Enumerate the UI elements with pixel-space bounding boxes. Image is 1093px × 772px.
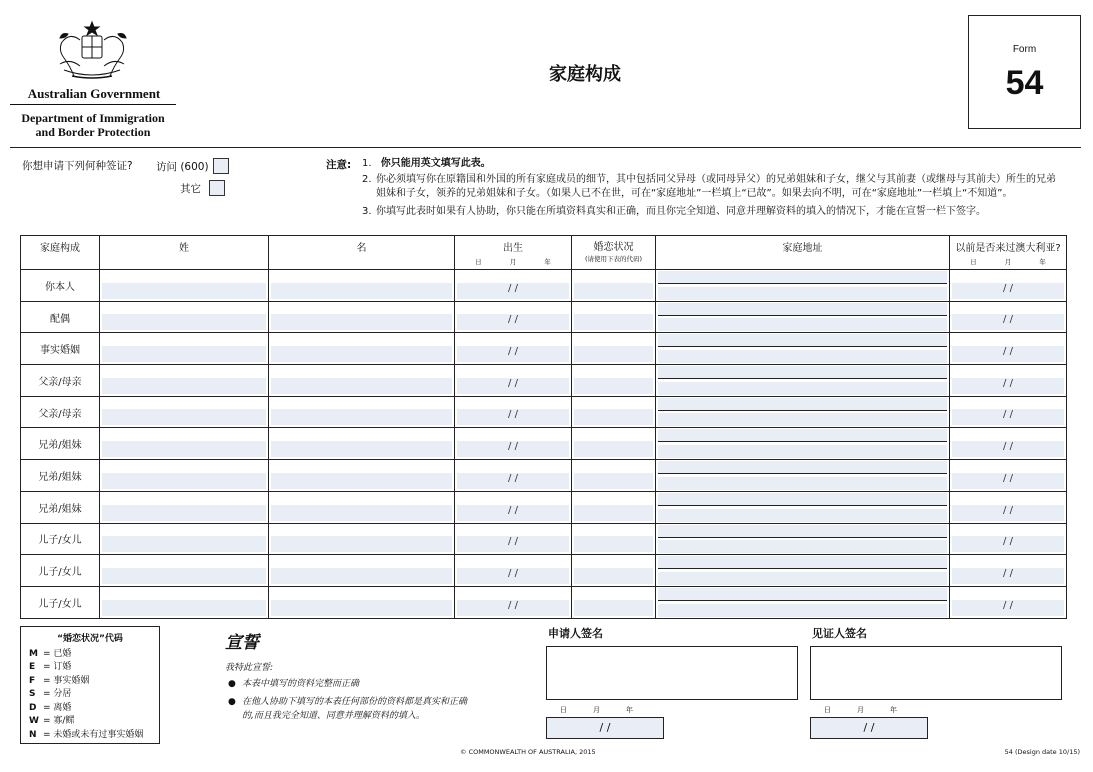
- address-line-1-input[interactable]: [658, 556, 947, 569]
- member-label: 儿子/女儿: [21, 523, 100, 555]
- visited-date-input[interactable]: / /: [952, 441, 1064, 457]
- code-row: [29, 729, 151, 743]
- year-label: 年: [1039, 258, 1046, 266]
- marital-cell: [572, 301, 656, 333]
- member-label: 事实婚姻: [21, 333, 100, 365]
- address-line-2-input[interactable]: [658, 350, 947, 363]
- marital-status-input[interactable]: [574, 441, 653, 457]
- birth-cell: [455, 491, 572, 523]
- declaration-item: [228, 695, 468, 723]
- birth-cell: [455, 301, 572, 333]
- address-line-1-input[interactable]: [658, 461, 947, 474]
- given-name-cell: [269, 270, 455, 302]
- code-label: = 事实婚姻: [43, 675, 90, 686]
- table-row: [21, 301, 1067, 333]
- witness-signature-label: 见证人签名: [812, 627, 867, 640]
- visa-option-visit: [156, 158, 229, 174]
- note-number: 3.: [362, 206, 372, 217]
- marital-status-input[interactable]: [574, 568, 653, 584]
- address-cell: [656, 586, 950, 618]
- given-name-cell: [269, 491, 455, 523]
- code-row: [29, 661, 151, 675]
- marital-status-input[interactable]: [574, 473, 653, 489]
- birth-cell: [455, 523, 572, 555]
- birth-cell: [455, 428, 572, 460]
- address-line-2-input[interactable]: [658, 318, 947, 331]
- birth-date-input[interactable]: / /: [457, 536, 569, 552]
- table-row: [21, 586, 1067, 618]
- surname-input[interactable]: [102, 568, 266, 584]
- month-label: 月: [857, 706, 864, 714]
- applicant-signature-label: 申请人签名: [548, 627, 603, 640]
- birth-date-input[interactable]: / /: [457, 473, 569, 489]
- member-label: 父亲/母亲: [21, 396, 100, 428]
- month-label: 月: [593, 706, 600, 714]
- day-label: 日: [824, 706, 831, 714]
- given-name-input[interactable]: [271, 600, 452, 616]
- visited-cell: [950, 460, 1067, 492]
- given-name-input[interactable]: [271, 378, 452, 394]
- member-label: 儿子/女儿: [21, 555, 100, 587]
- marital-cell: [572, 523, 656, 555]
- surname-input[interactable]: [102, 536, 266, 552]
- birth-cell: [455, 365, 572, 397]
- applicant-date-labels: [560, 705, 633, 715]
- surname-input[interactable]: [102, 346, 266, 362]
- surname-cell: [100, 270, 269, 302]
- birth-date-input[interactable]: / /: [457, 600, 569, 616]
- address-line-2-input[interactable]: [658, 477, 947, 490]
- visited-cell: [950, 523, 1067, 555]
- birth-date-input[interactable]: / /: [457, 314, 569, 330]
- given-name-cell: [269, 555, 455, 587]
- birth-date-input[interactable]: / /: [457, 505, 569, 521]
- code-row: [29, 702, 151, 716]
- declaration-item: [228, 677, 468, 691]
- visited-date-input[interactable]: / /: [952, 505, 1064, 521]
- surname-cell: [100, 396, 269, 428]
- note-item-1: [362, 157, 1062, 171]
- code-letter: N: [29, 729, 37, 740]
- copyright-notice: © COMMONWEALTH OF AUSTRALIA, 2015: [460, 748, 596, 756]
- table-row: [21, 523, 1067, 555]
- birth-cell: [455, 270, 572, 302]
- table-header-row: [21, 236, 1067, 270]
- note-item-2: [362, 173, 1062, 201]
- witness-date-labels: [824, 705, 897, 715]
- month-label: 月: [509, 258, 517, 266]
- address-line-1-input[interactable]: [658, 493, 947, 506]
- surname-cell: [100, 460, 269, 492]
- visited-date-input[interactable]: / /: [952, 568, 1064, 584]
- surname-cell: [100, 555, 269, 587]
- note-text: 你必须填写你在原籍国和外国的所有家庭成员的细节，其中包括同父异母（或同母异父）的兄弟姐妹和子女，继父与其前妻（或继母与其前夫）所生的兄弟姐妹和子女，领养的兄弟姐妹和子女。（如果人已不在世，可在“家庭地址”一栏填上“已故”。如果去向不明，可在“家庭地址”一栏填上“不知道”。: [376, 174, 1056, 199]
- surname-cell: [100, 301, 269, 333]
- note-number: 2.: [362, 174, 372, 185]
- visited-date-input[interactable]: / /: [952, 473, 1064, 489]
- header-marital-label: 婚恋状况: [593, 242, 634, 253]
- visited-cell: [950, 555, 1067, 587]
- visa-visit-checkbox[interactable]: [213, 158, 229, 174]
- marital-status-input[interactable]: [574, 283, 653, 299]
- marital-status-input[interactable]: [574, 409, 653, 425]
- year-label: 年: [626, 706, 633, 714]
- table-row: [21, 555, 1067, 587]
- address-line-1-input[interactable]: [658, 588, 947, 601]
- header-marital: [572, 236, 656, 270]
- address-line-2-input[interactable]: [658, 287, 947, 300]
- applicant-signature-field[interactable]: [546, 646, 798, 700]
- note-number: 1.: [362, 158, 372, 169]
- form-label: Form: [1012, 44, 1037, 55]
- surname-cell: [100, 333, 269, 365]
- birth-date-input[interactable]: / /: [457, 568, 569, 584]
- surname-cell: [100, 428, 269, 460]
- visited-date-subheader: [950, 257, 1066, 266]
- birth-date-input[interactable]: / /: [457, 346, 569, 362]
- table-row: [21, 270, 1067, 302]
- given-name-input[interactable]: [271, 409, 452, 425]
- marital-codes-box: [20, 626, 160, 744]
- address-line-2-input[interactable]: [658, 509, 947, 522]
- given-name-input[interactable]: [271, 473, 452, 489]
- visited-date-input[interactable]: / /: [952, 314, 1064, 330]
- marital-status-input[interactable]: [574, 378, 653, 394]
- declaration-intro: 我特此宣誓:: [225, 663, 274, 673]
- birth-date-input[interactable]: / /: [457, 283, 569, 299]
- address-line-2-input[interactable]: [658, 540, 947, 553]
- given-name-input[interactable]: [271, 441, 452, 457]
- given-name-cell: [269, 301, 455, 333]
- family-composition-table: [20, 235, 1067, 619]
- address-cell: [656, 460, 950, 492]
- code-label: = 订婚: [43, 662, 72, 672]
- address-cell: [656, 365, 950, 397]
- surname-cell: [100, 365, 269, 397]
- marital-status-input[interactable]: [574, 314, 653, 330]
- address-line-1-input[interactable]: [658, 525, 947, 538]
- marital-cell: [572, 428, 656, 460]
- code-label: = 分居: [43, 689, 72, 699]
- visa-other-checkbox[interactable]: [209, 180, 225, 196]
- visited-date-input[interactable]: / /: [952, 283, 1064, 299]
- code-row: [29, 688, 151, 702]
- header-birth-label: 出生: [503, 243, 523, 254]
- header-divider: [10, 104, 176, 105]
- bullet-icon: ●: [228, 697, 236, 707]
- birth-date-input[interactable]: / /: [457, 378, 569, 394]
- marital-cell: [572, 396, 656, 428]
- visited-cell: [950, 333, 1067, 365]
- witness-date-field[interactable]: / /: [810, 717, 928, 739]
- page-title: 家庭构成: [549, 64, 621, 85]
- code-letter: D: [29, 702, 37, 713]
- department-name: [8, 111, 178, 139]
- header-address: 家庭地址: [656, 236, 950, 270]
- address-cell: [656, 491, 950, 523]
- birth-date-input[interactable]: / /: [457, 409, 569, 425]
- government-name: Australian Government: [27, 86, 161, 101]
- code-letter: S: [29, 689, 36, 699]
- given-name-cell: [269, 365, 455, 397]
- marital-cell: [572, 491, 656, 523]
- address-cell: [656, 555, 950, 587]
- department-line-2: and Border Protection: [35, 125, 151, 139]
- year-label: 年: [544, 258, 551, 266]
- header-marital-note: (请使用下表的代码): [584, 255, 643, 263]
- surname-input[interactable]: [102, 283, 266, 299]
- visited-cell: [950, 428, 1067, 460]
- given-name-input[interactable]: [271, 283, 452, 299]
- declaration-item-text: 在他人协助下填写的本表任何部份的资料都是真实和正确的,而且我完全知道、同意并理解资料的填入。: [242, 697, 468, 721]
- given-name-input[interactable]: [271, 314, 452, 330]
- header-visited: [950, 236, 1067, 270]
- address-line-2-input[interactable]: [658, 572, 947, 585]
- address-line-1-input[interactable]: [658, 271, 947, 284]
- given-name-cell: [269, 428, 455, 460]
- visited-date-input[interactable]: / /: [952, 378, 1064, 394]
- member-label: 你本人: [21, 270, 100, 302]
- table-row: [21, 428, 1067, 460]
- month-label: 月: [1004, 258, 1012, 266]
- given-name-cell: [269, 460, 455, 492]
- member-label: 兄弟/姐妹: [21, 491, 100, 523]
- marital-cell: [572, 555, 656, 587]
- applicant-date-field[interactable]: / /: [546, 717, 664, 739]
- visited-date-input[interactable]: / /: [952, 409, 1064, 425]
- marital-status-input[interactable]: [574, 505, 653, 521]
- visited-cell: [950, 586, 1067, 618]
- marital-cell: [572, 365, 656, 397]
- given-name-cell: [269, 396, 455, 428]
- code-row: [29, 675, 151, 689]
- header-surname: 姓: [100, 236, 269, 270]
- birth-cell: [455, 555, 572, 587]
- visited-cell: [950, 365, 1067, 397]
- visa-option-visit-label: 访问 (600): [156, 160, 209, 173]
- table-row: [21, 460, 1067, 492]
- code-letter: W: [29, 716, 39, 726]
- table-row: [21, 333, 1067, 365]
- visited-date-input[interactable]: / /: [952, 346, 1064, 362]
- table-row: [21, 491, 1067, 523]
- code-label: = 未婚或未有过事实婚姻: [43, 729, 144, 740]
- marital-cell: [572, 586, 656, 618]
- marital-cell: [572, 333, 656, 365]
- birth-date-subheader: [455, 257, 571, 266]
- visited-date-input[interactable]: / /: [952, 600, 1064, 616]
- address-line-2-input[interactable]: [658, 382, 947, 395]
- address-cell: [656, 523, 950, 555]
- surname-cell: [100, 491, 269, 523]
- day-label: 日: [560, 706, 567, 714]
- address-line-1-input[interactable]: [658, 334, 947, 347]
- code-list: [29, 648, 151, 743]
- member-label: 儿子/女儿: [21, 586, 100, 618]
- surname-input[interactable]: [102, 505, 266, 521]
- design-date: 54 (Design date 10/15): [1004, 748, 1080, 756]
- coat-of-arms-icon: [50, 20, 134, 82]
- notes-label: 注意:: [326, 159, 352, 171]
- surname-input[interactable]: [102, 378, 266, 394]
- day-label: 日: [970, 258, 977, 266]
- code-letter: M: [29, 648, 38, 659]
- year-label: 年: [890, 706, 897, 714]
- header-visited-label: 以前是否来过澳大利亚?: [955, 243, 1061, 254]
- header-member: 家庭构成: [21, 236, 100, 270]
- marital-status-input[interactable]: [574, 536, 653, 552]
- address-cell: [656, 301, 950, 333]
- member-label: 配偶: [21, 301, 100, 333]
- birth-cell: [455, 333, 572, 365]
- bullet-icon: ●: [228, 679, 236, 689]
- member-label: 父亲/母亲: [21, 365, 100, 397]
- visited-date-input[interactable]: / /: [952, 536, 1064, 552]
- birth-cell: [455, 586, 572, 618]
- day-label: 日: [475, 258, 482, 266]
- given-name-cell: [269, 523, 455, 555]
- address-cell: [656, 333, 950, 365]
- given-name-input[interactable]: [271, 505, 452, 521]
- codes-title: “婚恋状况”代码: [57, 634, 123, 644]
- given-name-input[interactable]: [271, 346, 452, 362]
- member-label: 兄弟/姐妹: [21, 460, 100, 492]
- surname-input[interactable]: [102, 473, 266, 489]
- header-birth: [455, 236, 572, 270]
- note-text: 你填写此表时如果有人协助，你只能在所填资料真实和正确，而且你完全知道、同意并理解资料的填入的情况下，才能在宣誓一栏下签字。: [376, 206, 986, 217]
- address-cell: [656, 396, 950, 428]
- birth-cell: [455, 460, 572, 492]
- address-cell: [656, 270, 950, 302]
- code-label: = 寡/鳏: [43, 716, 75, 726]
- visa-question: 你想申请下列何种签证?: [22, 160, 133, 172]
- surname-input[interactable]: [102, 314, 266, 330]
- visa-option-other-label: 其它: [180, 182, 201, 195]
- address-line-2-input[interactable]: [658, 604, 947, 617]
- department-line-1: Department of Immigration: [21, 111, 165, 125]
- table-row: [21, 365, 1067, 397]
- note-item-3: [362, 205, 1062, 219]
- birth-date-input[interactable]: / /: [457, 441, 569, 457]
- section-divider: [10, 147, 1081, 148]
- visited-cell: [950, 491, 1067, 523]
- marital-cell: [572, 460, 656, 492]
- visited-cell: [950, 301, 1067, 333]
- witness-signature-field[interactable]: [810, 646, 1062, 700]
- given-name-cell: [269, 586, 455, 618]
- table-row: [21, 396, 1067, 428]
- code-row: [29, 648, 151, 662]
- visited-cell: [950, 270, 1067, 302]
- address-line-1-input[interactable]: [658, 303, 947, 316]
- note-text: 你只能用英文填写此表。: [380, 158, 491, 169]
- surname-cell: [100, 523, 269, 555]
- member-label: 兄弟/姐妹: [21, 428, 100, 460]
- given-name-input[interactable]: [271, 568, 452, 584]
- visited-cell: [950, 396, 1067, 428]
- given-name-cell: [269, 333, 455, 365]
- visa-option-other: [180, 180, 225, 196]
- surname-input[interactable]: [102, 409, 266, 425]
- address-line-2-input[interactable]: [658, 445, 947, 458]
- declaration-item-text: 本表中填写的资料完整而正确: [242, 679, 360, 689]
- code-letter: E: [29, 662, 36, 672]
- address-cell: [656, 428, 950, 460]
- marital-status-input[interactable]: [574, 346, 653, 362]
- address-line-1-input[interactable]: [658, 366, 947, 379]
- surname-cell: [100, 586, 269, 618]
- header-given-name: 名: [269, 236, 455, 270]
- code-row: [29, 715, 151, 729]
- code-label: = 已婚: [43, 648, 72, 659]
- surname-input[interactable]: [102, 441, 266, 457]
- declaration-title: 宣誓: [225, 633, 259, 652]
- form-number-box: [968, 15, 1081, 129]
- code-label: = 离婚: [43, 702, 72, 713]
- code-letter: F: [29, 675, 36, 686]
- given-name-input[interactable]: [271, 536, 452, 552]
- address-line-1-input[interactable]: [658, 398, 947, 411]
- surname-input[interactable]: [102, 600, 266, 616]
- address-line-1-input[interactable]: [658, 429, 947, 442]
- marital-cell: [572, 270, 656, 302]
- address-line-2-input[interactable]: [658, 413, 947, 426]
- marital-status-input[interactable]: [574, 600, 653, 616]
- birth-cell: [455, 396, 572, 428]
- form-number: 54: [1005, 64, 1044, 102]
